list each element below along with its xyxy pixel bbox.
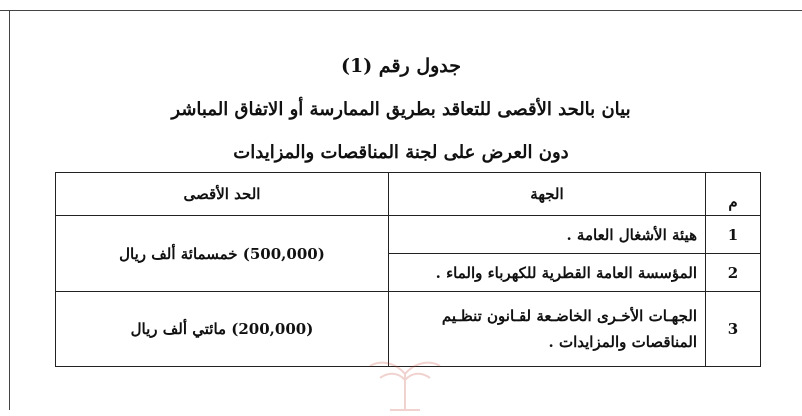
row-max-limit: (200,000) مائتي ألف ريال: [56, 292, 389, 367]
row-entity-line-1: الجهـات الأخـرى الخاضـعة لقـانون تنظـيم: [441, 307, 697, 325]
header-number: م: [706, 173, 761, 216]
row-number: 2: [706, 254, 761, 292]
header-max-limit: الحد الأقصى: [56, 173, 389, 216]
row-max-limit: (500,000) خمسمائة ألف ريال: [56, 216, 389, 292]
table-number-title: جدول رقم (1): [340, 55, 462, 77]
title-line-1: بيان بالحد الأقصى للتعاقد بطريق الممارسة أو الاتفاق المباشر: [171, 99, 631, 120]
title-line-2: دون العرض على لجنة المناقصات والمزايدات: [233, 142, 569, 163]
row-number: 1: [706, 216, 761, 254]
row-entity: هيئة الأشغال العامة .: [389, 216, 706, 254]
contract-limits-table: [55, 172, 761, 367]
table-header-row: [56, 173, 761, 216]
row-number: 3: [706, 292, 761, 367]
table-row: [56, 216, 761, 254]
row-entity: المؤسسة العامة القطرية للكهرباء والماء .: [389, 254, 706, 292]
watermark-emblem-icon: [360, 352, 450, 412]
row-entity-line-2: المناقصات والمزايدات .: [548, 333, 697, 351]
page-frame-top: [0, 10, 802, 11]
header-entity: الجهة: [389, 173, 706, 216]
